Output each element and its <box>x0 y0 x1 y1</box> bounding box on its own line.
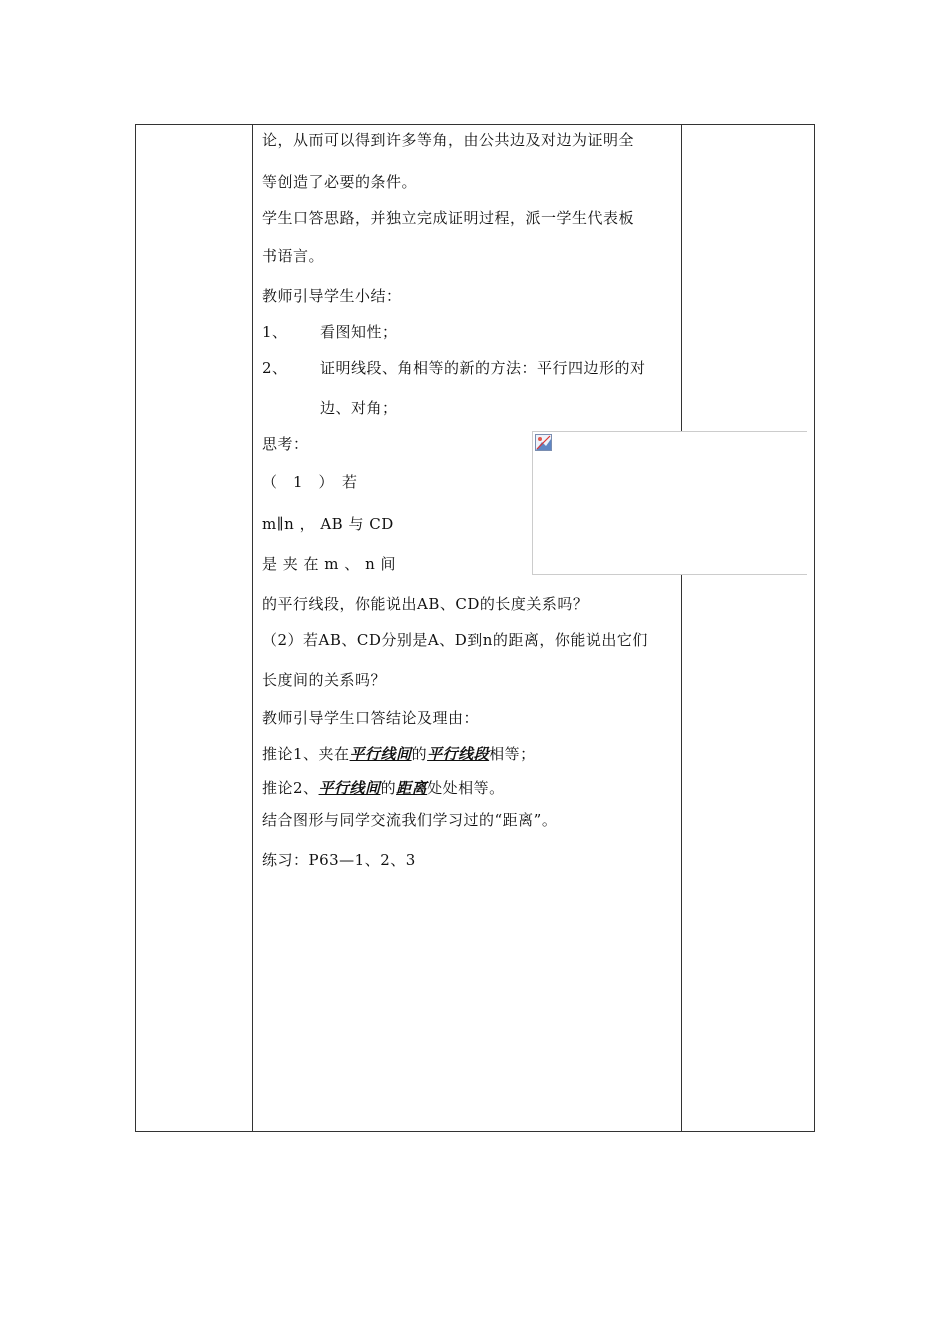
lesson-table <box>135 124 815 1132</box>
summary-item <box>262 321 398 342</box>
corollary-suffix: 相等； <box>489 745 536 763</box>
text-line: 教师引导学生口答结论及理由： <box>262 709 480 727</box>
think-question-part: m∥n ， AB 与 CD <box>262 515 394 533</box>
corollary-mid: 的 <box>411 745 428 763</box>
summary-item-continuation: 边、对角； <box>320 399 398 417</box>
text-line: 结合图形与同学交流我们学习过的“距离”。 <box>262 811 558 829</box>
text-line: 学生口答思路，并独立完成证明过程，派一学生代表板 <box>262 209 635 227</box>
summary-item-text: 证明线段、角相等的新的方法：平行四边形的对 <box>320 359 646 377</box>
text-line: 长度间的关系吗？ <box>262 671 387 689</box>
corollary-prefix: 推论1、夹在 <box>262 745 350 763</box>
corollary-1 <box>262 743 536 764</box>
corollary-emphasis: 距离 <box>396 779 428 797</box>
text-line: （2）若AB、CD分别是A、D到n的距离，你能说出它们 <box>262 631 648 649</box>
corollary-2 <box>262 777 505 798</box>
think-label: 思考： <box>262 435 309 453</box>
broken-image-icon <box>535 434 552 451</box>
summary-item-number: 1、 <box>262 323 288 341</box>
exercise-line: 练习：P63—1、2、3 <box>262 851 416 869</box>
corollary-prefix: 推论2、 <box>262 779 319 797</box>
think-question-part: 是 夹 在 m 、 n 间 <box>262 555 396 573</box>
summary-item-number: 2、 <box>262 359 288 377</box>
corollary-suffix: 处处相等。 <box>427 779 505 797</box>
text-line: 等创造了必要的条件。 <box>262 173 418 191</box>
think-question-part: （ 1 ） 若 <box>262 473 358 491</box>
summary-item-text: 看图知性； <box>320 323 398 341</box>
text-line: 教师引导学生小结： <box>262 287 402 305</box>
corollary-emphasis: 平行线间 <box>349 745 412 763</box>
summary-item <box>262 357 646 378</box>
text-line: 的平行线段，你能说出AB、CD的长度关系吗？ <box>262 595 589 613</box>
corollary-emphasis: 平行线间 <box>318 779 381 797</box>
column-divider-right <box>681 125 682 1131</box>
corollary-mid: 的 <box>380 779 397 797</box>
text-line: 论，从而可以得到许多等角，由公共边及对边为证明全 <box>262 131 635 149</box>
column-divider-left <box>252 125 253 1131</box>
text-line: 书语言。 <box>262 247 325 265</box>
corollary-emphasis: 平行线段 <box>427 745 490 763</box>
figure-placeholder <box>532 431 807 575</box>
